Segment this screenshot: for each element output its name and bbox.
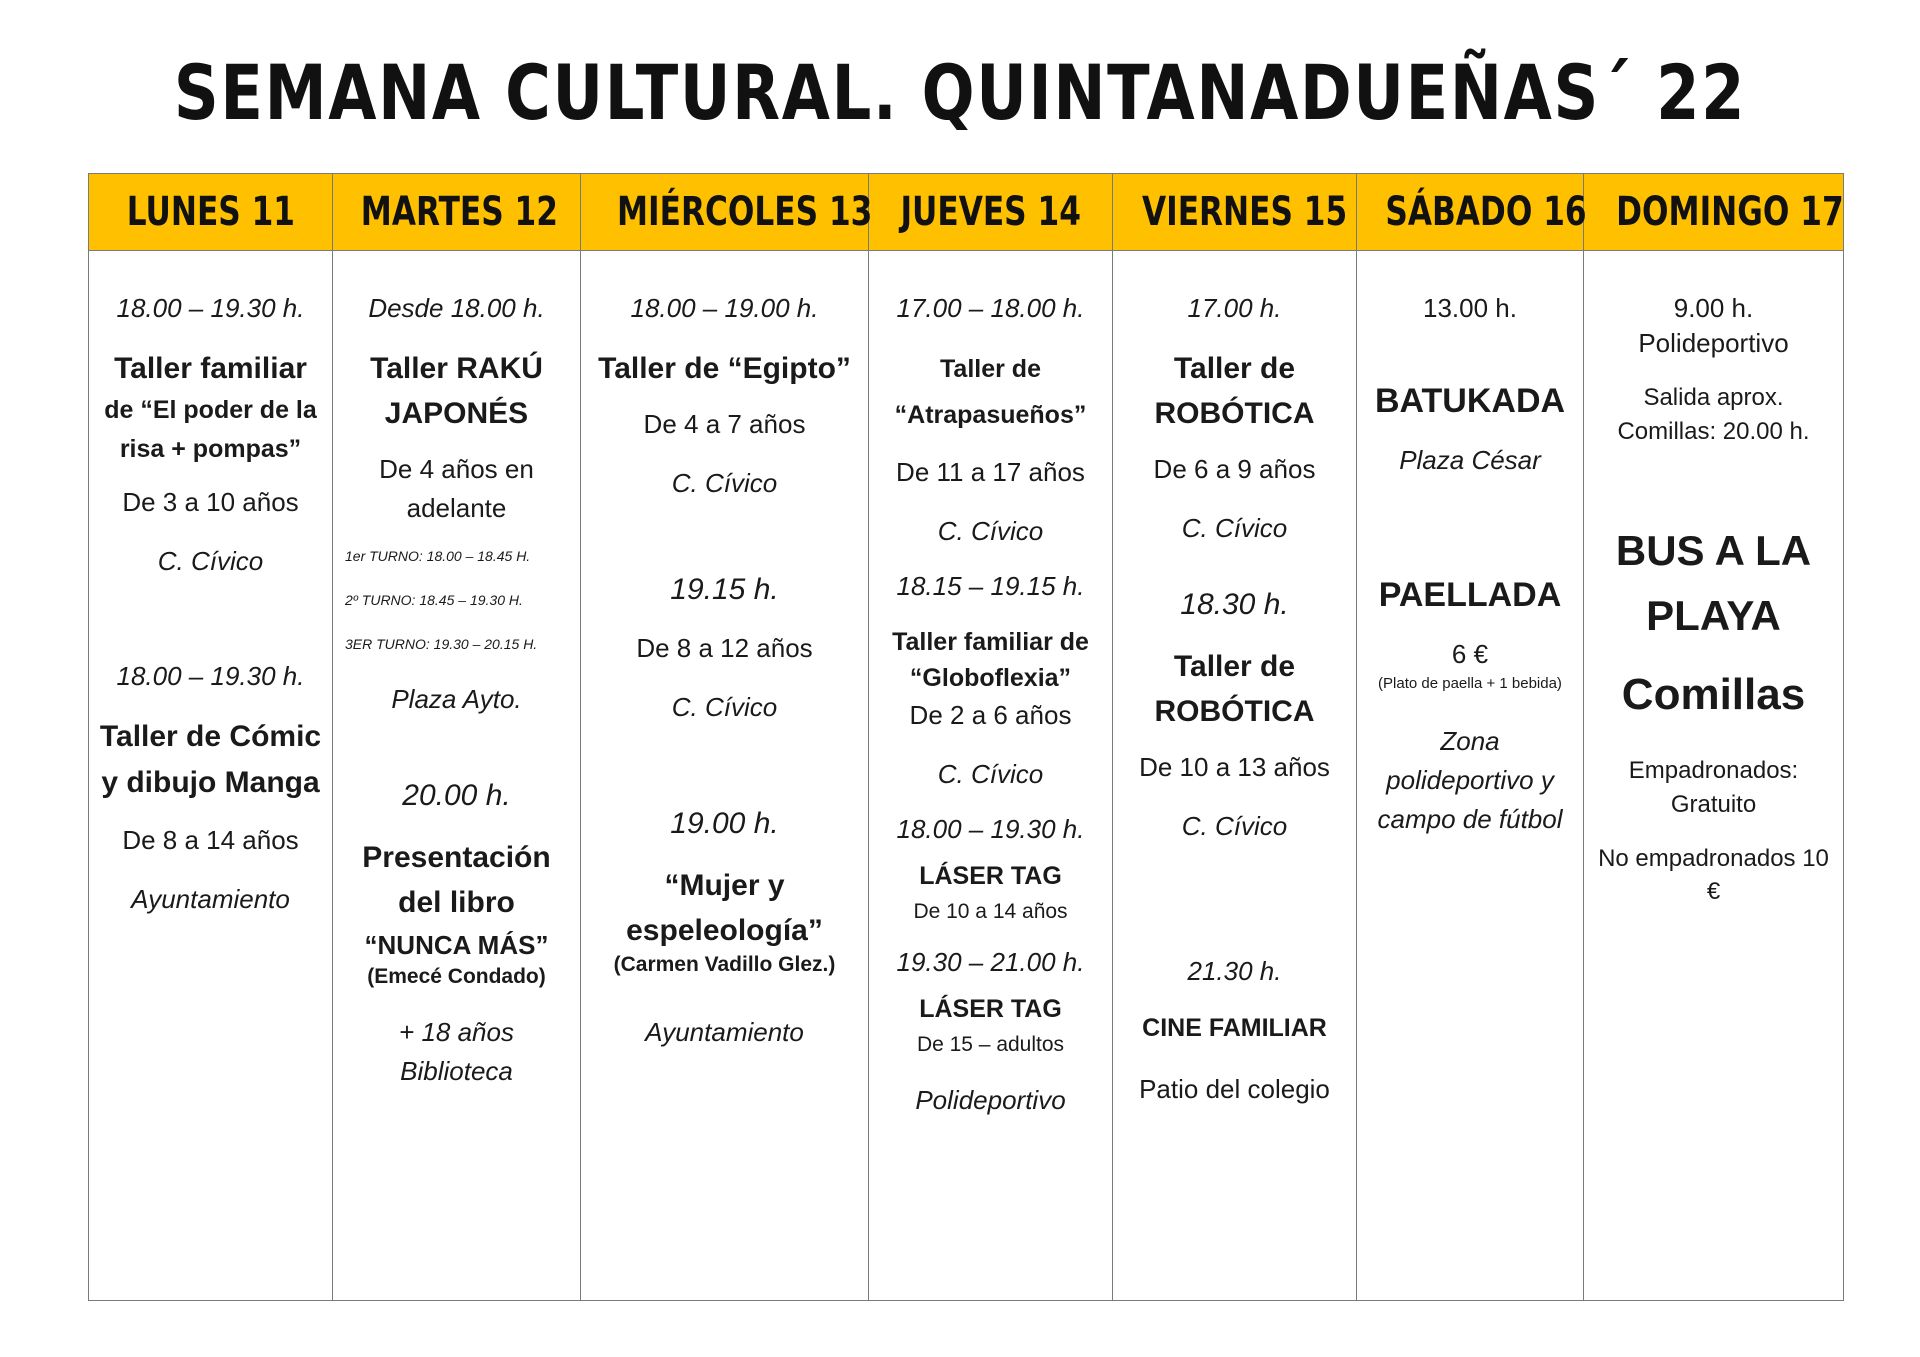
day-header-thursday: JUEVES 14 <box>869 174 1113 251</box>
day-header-friday: VIERNES 15 <box>1113 174 1357 251</box>
event-place: C. Cívico <box>671 692 778 722</box>
event-time: 18.15 – 19.15 h. <box>896 570 1085 601</box>
event-age: De 6 a 9 años <box>1153 454 1316 484</box>
return-time: Salida aprox. Comillas: 20.00 h. <box>1617 384 1810 445</box>
day-column-thursday <box>869 251 1113 1301</box>
event-time: 17.00 – 18.00 h. <box>896 293 1085 323</box>
event-title: LÁSER TAG <box>919 995 1062 1024</box>
event-time: 9.00 h. <box>1673 293 1754 323</box>
event-age: De 10 a 14 años <box>913 899 1068 923</box>
event-time: 13.00 h. <box>1423 293 1517 323</box>
event-time: Desde 18.00 h. <box>368 293 545 323</box>
event-age: De 3 a 10 años <box>122 486 299 517</box>
event-title: Taller familiar de “Globoflexia” <box>892 627 1089 692</box>
event-title: Taller de ROBÓTICA <box>1154 352 1315 430</box>
event-place: Ayuntamiento <box>645 1017 804 1047</box>
day-column-monday <box>89 251 333 1301</box>
event-place: Biblioteca <box>400 1056 513 1087</box>
book-author: (Emecé Condado) <box>367 965 546 989</box>
price-registered: Empadronados: Gratuito <box>1628 757 1799 818</box>
page-title: SEMANA CULTURAL. QUINTANADUEÑAS´ 22 <box>173 48 1747 137</box>
event-time: 18.00 – 19.00 h. <box>630 293 819 323</box>
event-title: BATUKADA <box>1374 382 1566 420</box>
schedule-table <box>88 173 1844 1301</box>
event-place: C. Cívico <box>1181 513 1288 543</box>
price-unregistered: No empadronados 10 € <box>1598 844 1829 906</box>
event-time: 18.30 h. <box>1180 588 1289 621</box>
meeting-point: Polideportivo <box>1638 328 1789 358</box>
day-header-monday: LUNES 11 <box>89 174 333 251</box>
turn-3: 3ER TURNO: 19.30 – 20.15 H. <box>345 636 538 652</box>
day-header-wednesday: MIÉRCOLES 13 <box>581 174 869 251</box>
event-time: 20.00 h. <box>402 779 511 812</box>
event-place: C. Cívico <box>1181 811 1288 841</box>
event-title: Taller de ROBÓTICA <box>1154 650 1315 728</box>
event-age: De 2 a 6 años <box>909 700 1072 730</box>
day-column-saturday <box>1357 251 1584 1301</box>
day-header-saturday: SÁBADO 16 <box>1357 174 1584 251</box>
event-time: 18.00 – 19.30 h. <box>116 660 305 691</box>
event-age: De 8 a 12 años <box>636 633 813 663</box>
event-title: Taller familiar <box>114 352 307 385</box>
event-price: 6 € <box>1451 639 1489 669</box>
event-place: Ayuntamiento <box>131 883 290 914</box>
turn-2: 2º TURNO: 18.45 – 19.30 H. <box>345 592 523 608</box>
event-age: + 18 años <box>399 1017 514 1048</box>
event-time: 21.30 h. <box>1187 956 1282 986</box>
event-price-note: (Plato de paella + 1 bebida) <box>1378 675 1562 692</box>
event-time: 18.00 – 19.30 h. <box>896 814 1085 844</box>
event-time: 17.00 h. <box>1187 293 1282 323</box>
event-place: C. Cívico <box>937 759 1044 789</box>
day-column-friday <box>1113 251 1357 1301</box>
day-header-tuesday: MARTES 12 <box>333 174 581 251</box>
event-title: Taller de “Atrapasueños” <box>894 355 1087 430</box>
day-column-wednesday <box>581 251 869 1301</box>
event-place: Plaza Ayto. <box>391 684 522 714</box>
event-place: Polideportivo <box>915 1084 1066 1115</box>
event-title-detail: de “El poder de la risa + pompas” <box>104 396 317 463</box>
event-place: Plaza César <box>1399 445 1541 475</box>
event-age: De 8 a 14 años <box>122 824 299 855</box>
event-place: C. Cívico <box>671 468 778 498</box>
event-place: Zona polideportivo y campo de fútbol <box>1377 725 1563 834</box>
event-time: 19.15 h. <box>670 573 779 606</box>
event-title: Taller de “Egipto” <box>598 352 851 385</box>
event-time: 18.00 – 19.30 h. <box>116 293 305 323</box>
event-title: “Mujer y espeleología” <box>626 869 823 947</box>
event-place: C. Cívico <box>937 515 1044 546</box>
event-age: De 15 – adultos <box>916 1033 1065 1056</box>
day-column-sunday <box>1584 251 1844 1301</box>
event-title: Taller RAKÚ JAPONÉS <box>370 352 543 430</box>
event-title: BUS A LA PLAYA <box>1615 527 1812 640</box>
day-header-sunday: DOMINGO 17 <box>1584 174 1844 251</box>
event-title: Taller de Cómic y dibujo Manga <box>99 719 322 799</box>
event-time: 19.00 h. <box>670 807 779 840</box>
event-title: LÁSER TAG <box>919 862 1062 890</box>
book-title: “NUNCA MÁS” <box>364 930 549 960</box>
event-place: Patio del colegio <box>1139 1073 1330 1104</box>
event-title: Presentación del libro <box>362 841 551 919</box>
event-title: PAELLADA <box>1378 576 1562 614</box>
day-header-row <box>89 174 1844 251</box>
event-age: De 11 a 17 años <box>896 456 1085 487</box>
event-place: C. Cívico <box>157 545 264 576</box>
day-column-tuesday <box>333 251 581 1301</box>
event-speaker: (Carmen Vadillo Glez.) <box>613 953 836 976</box>
destination: Comillas <box>1621 670 1806 720</box>
event-age: De 10 a 13 años <box>1139 752 1330 782</box>
event-time: 19.30 – 21.00 h. <box>896 947 1085 978</box>
event-age: De 4 a 7 años <box>643 409 806 439</box>
event-title: CINE FAMILIAR <box>1142 1014 1327 1042</box>
turn-1: 1er TURNO: 18.00 – 18.45 H. <box>345 548 531 564</box>
event-age: De 4 años en adelante <box>379 454 534 523</box>
